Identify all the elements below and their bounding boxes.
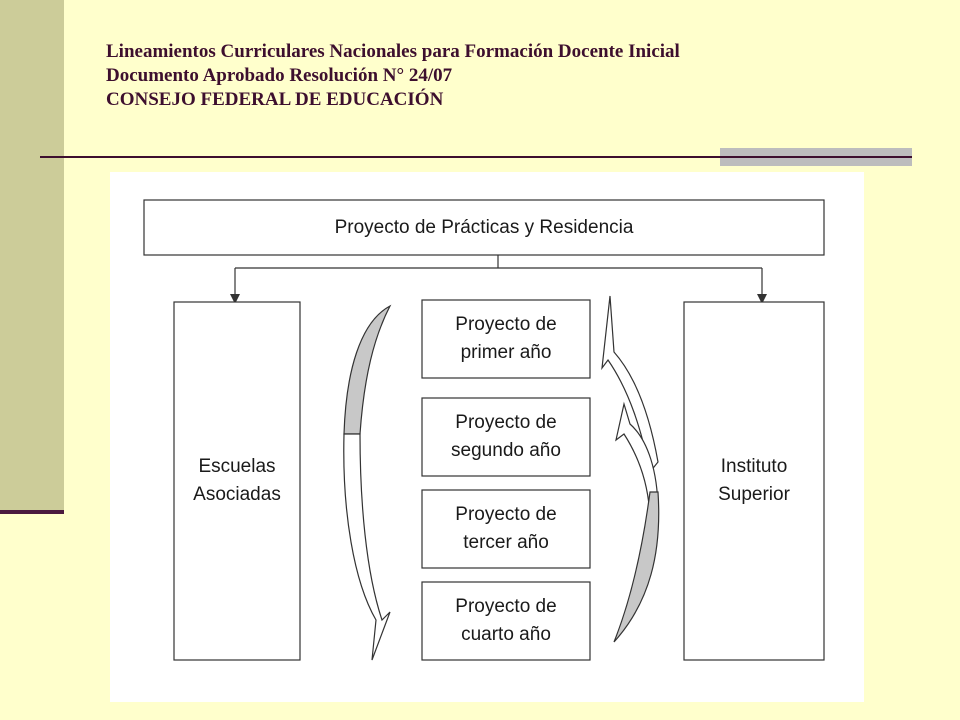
left-curve-shaded [344, 306, 390, 434]
header-line-1: Lineamientos Curriculares Nacionales para Formación Docente Inicial [106, 41, 680, 62]
left-box [174, 302, 300, 660]
project-box-3 [422, 490, 590, 568]
left-box-line-2: Asociadas [193, 484, 281, 505]
header-line-3: CONSEJO FEDERAL DE EDUCACIÓN [106, 89, 444, 110]
left-box-line-1: Escuelas [198, 456, 276, 477]
header-rule-accent-line [720, 156, 912, 158]
right-box-line-1: Instituto [720, 456, 788, 477]
project-1-line-2: primer año [460, 342, 552, 363]
right-curve-upper-arrow [602, 296, 658, 472]
project-box-1 [422, 300, 590, 378]
project-1-line-1: Proyecto de [455, 314, 557, 335]
project-box-4 [422, 582, 590, 660]
project-box-2 [422, 398, 590, 476]
project-2-line-1: Proyecto de [455, 412, 557, 433]
diagram-panel [110, 172, 864, 702]
left-decorative-band [0, 0, 64, 512]
project-4-line-1: Proyecto de [455, 596, 557, 617]
left-curve-arrow [344, 434, 390, 660]
slide-header [106, 40, 926, 112]
right-box [684, 302, 824, 660]
top-box-label: Proyecto de Prácticas y Residencia [334, 216, 634, 238]
project-2-line-2: segundo año [451, 440, 561, 461]
project-3-line-1: Proyecto de [455, 504, 557, 525]
project-3-line-2: tercer año [463, 532, 549, 553]
left-band-underline [0, 510, 64, 514]
right-box-line-2: Superior [718, 484, 790, 505]
right-curve-shaded [614, 492, 659, 642]
project-4-line-2: cuarto año [461, 624, 551, 645]
header-line-2: Documento Aprobado Resolución N° 24/07 [106, 65, 453, 86]
